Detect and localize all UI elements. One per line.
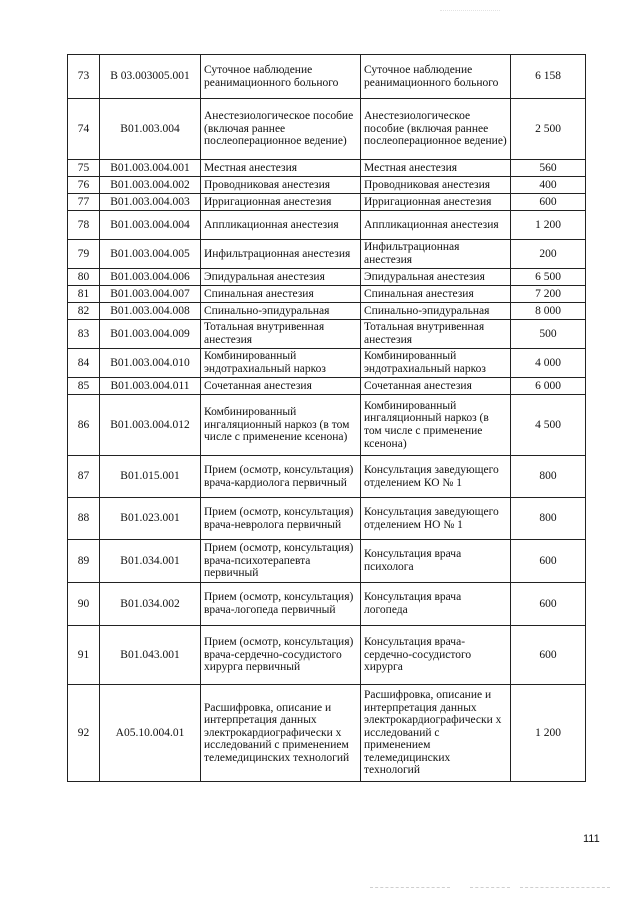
scan-artifact-bottom-2 — [470, 887, 510, 888]
table-row — [68, 303, 586, 320]
service-price: 200 — [511, 240, 586, 269]
service-price: 600 — [511, 540, 586, 583]
service-name-alt: Проводниковая анестезия — [361, 177, 511, 194]
service-name: Расшифровка, описание и интерпретация данных электрокардиографически х исследований с применением телемедицинских технологий — [201, 685, 361, 782]
service-name-alt: Тотальная внутривенная анестезия — [361, 320, 511, 349]
service-name: Спинальная анестезия — [201, 286, 361, 303]
table-row — [68, 160, 586, 177]
service-code: В01.003.004.003 — [100, 194, 201, 211]
service-name-alt: Аппликационная анестезия — [361, 211, 511, 240]
price-list-table — [67, 54, 586, 782]
service-code: В01.003.004.009 — [100, 320, 201, 349]
row-number: 75 — [68, 160, 100, 177]
service-name: Тотальная внутривенная анестезия — [201, 320, 361, 349]
service-name: Суточное наблюдение реанимационного больного — [201, 55, 361, 99]
row-number: 90 — [68, 583, 100, 626]
service-price: 600 — [511, 583, 586, 626]
service-price: 800 — [511, 498, 586, 540]
service-price: 600 — [511, 194, 586, 211]
page-number: 111 — [583, 833, 600, 845]
row-number: 76 — [68, 177, 100, 194]
row-number: 89 — [68, 540, 100, 583]
table-row — [68, 395, 586, 456]
service-code: А05.10.004.01 — [100, 685, 201, 782]
row-number: 87 — [68, 456, 100, 498]
table-row — [68, 320, 586, 349]
row-number: 84 — [68, 349, 100, 378]
table-row — [68, 378, 586, 395]
row-number: 83 — [68, 320, 100, 349]
row-number: 74 — [68, 99, 100, 160]
service-name: Проводниковая анестезия — [201, 177, 361, 194]
service-name-alt: Местная анестезия — [361, 160, 511, 177]
service-code: В01.003.004.010 — [100, 349, 201, 378]
row-number: 85 — [68, 378, 100, 395]
service-name: Местная анестезия — [201, 160, 361, 177]
service-name-alt: Спинально-эпидуральная — [361, 303, 511, 320]
service-code: В01.003.004.012 — [100, 395, 201, 456]
table-row — [68, 498, 586, 540]
row-number: 86 — [68, 395, 100, 456]
table-row — [68, 583, 586, 626]
service-code: В01.003.004.007 — [100, 286, 201, 303]
table-row — [68, 177, 586, 194]
service-price: 6 158 — [511, 55, 586, 99]
service-price: 1 200 — [511, 685, 586, 782]
scan-artifact-bottom-3 — [520, 887, 610, 888]
service-name: Комбинированный ингаляционный наркоз (в том числе с применение ксенона) — [201, 395, 361, 456]
service-code: В01.003.004.008 — [100, 303, 201, 320]
service-price: 4 000 — [511, 349, 586, 378]
row-number: 80 — [68, 269, 100, 286]
service-code: В01.003.004.002 — [100, 177, 201, 194]
service-name-alt: Комбинированный ингаляционный наркоз (в том числе с применение ксенона) — [361, 395, 511, 456]
service-name: Прием (осмотр, консультация) врача-невролога первичный — [201, 498, 361, 540]
service-name: Анестезиологическое пособие (включая раннее послеоперационное ведение) — [201, 99, 361, 160]
service-name-alt: Комбинированный эндотрахиальный наркоз — [361, 349, 511, 378]
service-name: Прием (осмотр, консультация) врача-логопеда первичный — [201, 583, 361, 626]
service-price: 6 500 — [511, 269, 586, 286]
table-row — [68, 456, 586, 498]
service-code: В01.043.001 — [100, 626, 201, 685]
row-number: 81 — [68, 286, 100, 303]
service-name: Комбинированный эндотрахиальный наркоз — [201, 349, 361, 378]
table-row — [68, 269, 586, 286]
row-number: 92 — [68, 685, 100, 782]
service-name: Спинально-эпидуральная — [201, 303, 361, 320]
row-number: 79 — [68, 240, 100, 269]
row-number: 91 — [68, 626, 100, 685]
service-price: 560 — [511, 160, 586, 177]
row-number: 77 — [68, 194, 100, 211]
table-row — [68, 194, 586, 211]
scan-artifact-top — [440, 10, 500, 11]
service-name-alt: Анестезиологическое пособие (включая раннее послеоперационное ведение) — [361, 99, 511, 160]
service-name-alt: Ирригационная анестезия — [361, 194, 511, 211]
service-code: В01.003.004.006 — [100, 269, 201, 286]
service-name-alt: Спинальная анестезия — [361, 286, 511, 303]
service-code: В01.003.004.005 — [100, 240, 201, 269]
service-price: 6 000 — [511, 378, 586, 395]
service-name: Сочетанная анестезия — [201, 378, 361, 395]
table-row — [68, 626, 586, 685]
row-number: 88 — [68, 498, 100, 540]
row-number: 78 — [68, 211, 100, 240]
service-code: В01.003.004 — [100, 99, 201, 160]
service-code: В01.023.001 — [100, 498, 201, 540]
row-number: 82 — [68, 303, 100, 320]
service-code: В01.003.004.001 — [100, 160, 201, 177]
table-row — [68, 540, 586, 583]
row-number: 73 — [68, 55, 100, 99]
service-name: Ирригационная анестезия — [201, 194, 361, 211]
service-code: В01.034.001 — [100, 540, 201, 583]
service-name: Прием (осмотр, консультация) врача-кардиолога первичный — [201, 456, 361, 498]
service-price: 4 500 — [511, 395, 586, 456]
service-name-alt: Инфильтрационная анестезия — [361, 240, 511, 269]
service-name: Аппликационная анестезия — [201, 211, 361, 240]
service-code: В01.003.004.011 — [100, 378, 201, 395]
table-row — [68, 211, 586, 240]
table-row — [68, 349, 586, 378]
service-price: 1 200 — [511, 211, 586, 240]
scan-artifact-bottom-1 — [370, 887, 450, 888]
service-price: 600 — [511, 626, 586, 685]
service-name-alt: Консультация врача-сердечно-сосудистого хирурга — [361, 626, 511, 685]
table-row — [68, 685, 586, 782]
service-code: В01.034.002 — [100, 583, 201, 626]
service-name-alt: Сочетанная анестезия — [361, 378, 511, 395]
service-name: Эпидуральная анестезия — [201, 269, 361, 286]
service-name-alt: Суточное наблюдение реанимационного больного — [361, 55, 511, 99]
service-name: Прием (осмотр, консультация) врача-психотерапевта первичный — [201, 540, 361, 583]
service-price: 2 500 — [511, 99, 586, 160]
service-name: Прием (осмотр, консультация) врача-сердечно-сосудистого хирурга первичный — [201, 626, 361, 685]
table-row — [68, 99, 586, 160]
service-code: В01.003.004.004 — [100, 211, 201, 240]
price-list-body — [68, 55, 586, 782]
service-price: 800 — [511, 456, 586, 498]
table-row — [68, 55, 586, 99]
service-price: 7 200 — [511, 286, 586, 303]
service-price: 8 000 — [511, 303, 586, 320]
table-row — [68, 240, 586, 269]
service-code: В 03.003005.001 — [100, 55, 201, 99]
service-price: 400 — [511, 177, 586, 194]
service-name: Инфильтрационная анестезия — [201, 240, 361, 269]
service-name-alt: Консультация врача логопеда — [361, 583, 511, 626]
service-name-alt: Расшифровка, описание и интерпретация данных электрокардиографически х исследований с применением телемедицинских технологий — [361, 685, 511, 782]
table-row — [68, 286, 586, 303]
service-name-alt: Консультация заведующего отделением НО № 1 — [361, 498, 511, 540]
service-name-alt: Консультация заведующего отделением КО № 1 — [361, 456, 511, 498]
service-price: 500 — [511, 320, 586, 349]
service-name-alt: Консультация врача психолога — [361, 540, 511, 583]
service-name-alt: Эпидуральная анестезия — [361, 269, 511, 286]
service-code: В01.015.001 — [100, 456, 201, 498]
